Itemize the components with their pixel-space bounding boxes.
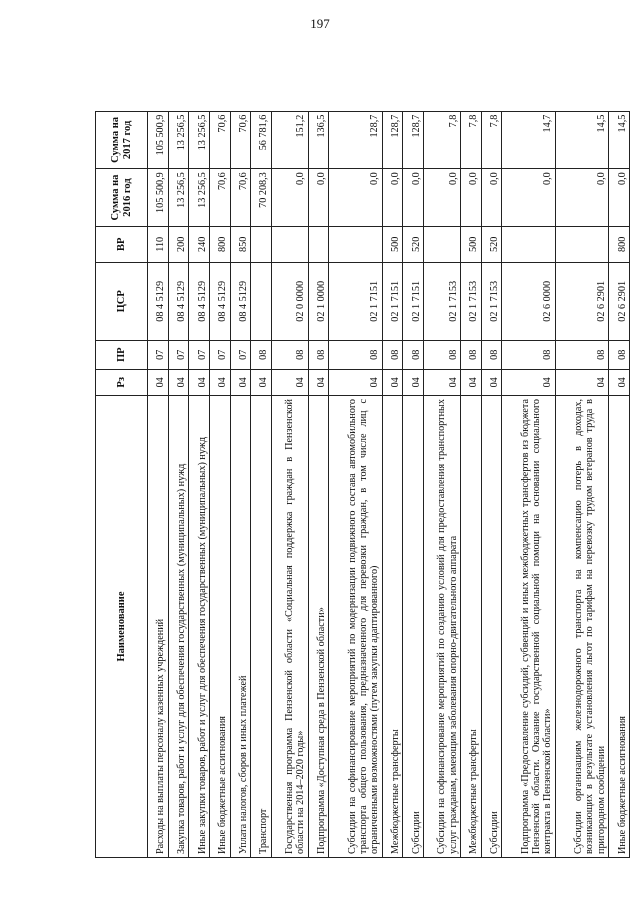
cell-sum-2017: 70,6	[230, 111, 251, 169]
cell-rz: 04	[329, 369, 382, 395]
rotated-table-container	[95, 53, 630, 858]
cell-name: Иные закупки товаров, работ и услуг для обеспечения государственных (муниципальных) нужд	[189, 396, 210, 858]
cell-pr: 08	[502, 340, 555, 369]
cell-sum-2017: 105 500,9	[148, 111, 169, 169]
table-row	[329, 54, 382, 858]
cell-vr: 500	[382, 226, 403, 262]
cell-rz: 04	[148, 369, 169, 395]
cell-sum-2017: 13 256,5	[168, 111, 189, 169]
table-row	[189, 54, 210, 858]
cell-pr: 08	[271, 340, 308, 369]
cell-rz: 04	[209, 369, 230, 395]
cell-vr	[502, 226, 555, 262]
cell-sum-2016: 13 256,5	[168, 169, 189, 227]
table-row	[481, 54, 502, 858]
header-rz: Рз	[96, 369, 148, 395]
cell-csr: 02 1 0000	[308, 262, 329, 340]
cell-sum-2017: 151,2	[271, 111, 308, 169]
cell-rz: 04	[271, 369, 308, 395]
cell-pr: 08	[609, 340, 630, 369]
cell-vr	[555, 226, 608, 262]
cell-sum-2016: 0,0	[308, 169, 329, 227]
cell-rz: 04	[481, 369, 502, 395]
table-row	[424, 54, 461, 858]
cell-rz: 04	[251, 369, 272, 395]
cell-rz: 04	[609, 369, 630, 395]
cell-name: Субсидии	[403, 396, 424, 858]
cell-sum-2017: 14,5	[609, 111, 630, 169]
cell-rz: 04	[168, 369, 189, 395]
cell-pr: 08	[308, 340, 329, 369]
header-sum-2017: Сумма на 2017 год	[96, 111, 148, 169]
cell-rz: 04	[461, 369, 482, 395]
table-row	[209, 54, 230, 858]
cell-name: Уплата налогов, сборов и иных платежей	[230, 396, 251, 858]
cell-pr: 08	[382, 340, 403, 369]
cell-pr: 07	[189, 340, 210, 369]
page-number: 197	[310, 16, 330, 31]
table-row	[382, 54, 403, 858]
table-row	[461, 54, 482, 858]
table-row	[555, 54, 608, 858]
cell-sum-2016: 105 500,9	[148, 169, 169, 227]
cell-sum-2016: 0,0	[424, 169, 461, 227]
header-pr: ПР	[96, 340, 148, 369]
cell-pr: 07	[230, 340, 251, 369]
table-row	[251, 54, 272, 858]
cell-sum-2016: 0,0	[403, 169, 424, 227]
cell-vr	[308, 226, 329, 262]
cell-sum-2016: 70 208,3	[251, 169, 272, 227]
cell-sum-2017: 13 256,5	[189, 111, 210, 169]
cell-name: Межбюджетные трансферты	[382, 396, 403, 858]
cell-csr	[251, 262, 272, 340]
cell-sum-2017: 7,8	[481, 111, 502, 169]
cell-name: Иные бюджетные ассигнования	[609, 396, 630, 858]
cell-sum-2016: 70,6	[209, 169, 230, 227]
cell-vr	[251, 226, 272, 262]
cell-csr: 02 1 7151	[403, 262, 424, 340]
table-row	[148, 54, 169, 858]
cell-sum-2016: 0,0	[609, 169, 630, 227]
cell-sum-2016: 0,0	[271, 169, 308, 227]
cell-csr: 08 4 5129	[209, 262, 230, 340]
cell-csr: 02 1 7151	[382, 262, 403, 340]
budget-table	[95, 53, 630, 858]
cell-pr: 07	[148, 340, 169, 369]
cell-csr: 02 6 0000	[502, 262, 555, 340]
cell-sum-2017: 128,7	[403, 111, 424, 169]
cell-vr: 520	[481, 226, 502, 262]
cell-vr	[424, 226, 461, 262]
cell-sum-2017: 128,7	[329, 111, 382, 169]
cell-rz: 04	[502, 369, 555, 395]
cell-sum-2016: 0,0	[555, 169, 608, 227]
cell-sum-2016: 0,0	[502, 169, 555, 227]
table-row	[230, 54, 251, 858]
header-csr: ЦСР	[96, 262, 148, 340]
table-row	[271, 54, 308, 858]
cell-csr: 02 6 2901	[555, 262, 608, 340]
cell-name: Транспорт	[251, 396, 272, 858]
cell-name: Иные бюджетные ассигнования	[209, 396, 230, 858]
cell-vr: 200	[168, 226, 189, 262]
cell-pr: 08	[424, 340, 461, 369]
header-vr: ВР	[96, 226, 148, 262]
cell-sum-2017: 136,5	[308, 111, 329, 169]
cell-vr: 110	[148, 226, 169, 262]
table-row	[609, 54, 630, 858]
cell-vr: 520	[403, 226, 424, 262]
cell-sum-2017: 7,8	[424, 111, 461, 169]
cell-csr: 08 4 5129	[189, 262, 210, 340]
cell-vr: 800	[209, 226, 230, 262]
cell-rz: 04	[555, 369, 608, 395]
cell-sum-2016: 0,0	[481, 169, 502, 227]
cell-csr: 02 1 7153	[461, 262, 482, 340]
cell-sum-2016: 13 256,5	[189, 169, 210, 227]
cell-name: Субсидии организациям железнодорожного транспорта на компенсацию потерь в доходах, возникающих в результате установления льгот по тарифам на перевозку трудом ветеранов труда в пригородном сообщении	[555, 396, 608, 858]
cell-name: Межбюджетные трансферты	[461, 396, 482, 858]
cell-rz: 04	[189, 369, 210, 395]
cell-vr: 500	[461, 226, 482, 262]
cell-csr: 08 4 5129	[230, 262, 251, 340]
cell-sum-2017: 128,7	[382, 111, 403, 169]
cell-rz: 04	[424, 369, 461, 395]
cell-sum-2016: 0,0	[461, 169, 482, 227]
cell-vr: 850	[230, 226, 251, 262]
cell-name: Подпрограмма «Предоставление субсидий, субвенций и иных межбюджетных трансфертов из бюджета Пензенской области. Оказание государственной социальной помощи на основании социального контракта в Пензенской области»	[502, 396, 555, 858]
cell-csr: 08 4 5129	[168, 262, 189, 340]
cell-vr: 240	[189, 226, 210, 262]
cell-csr: 08 4 5129	[148, 262, 169, 340]
header-row	[96, 54, 148, 858]
table-row	[403, 54, 424, 858]
cell-rz: 04	[403, 369, 424, 395]
cell-rz: 04	[382, 369, 403, 395]
table-body	[148, 54, 630, 858]
cell-pr: 08	[555, 340, 608, 369]
cell-sum-2017: 14,7	[502, 111, 555, 169]
cell-pr: 07	[209, 340, 230, 369]
cell-sum-2016: 0,0	[329, 169, 382, 227]
cell-pr: 08	[251, 340, 272, 369]
header-sum-2016: Сумма на 2016 год	[96, 169, 148, 227]
cell-sum-2016: 0,0	[382, 169, 403, 227]
table-row	[168, 54, 189, 858]
cell-vr	[329, 226, 382, 262]
table-row	[502, 54, 555, 858]
cell-sum-2017: 70,6	[209, 111, 230, 169]
cell-name: Закупка товаров, работ и услуг для обеспечения государственных (муниципальных) нужд	[168, 396, 189, 858]
cell-sum-2017: 56 781,6	[251, 111, 272, 169]
cell-csr: 02 6 2901	[609, 262, 630, 340]
header-name: Наименование	[96, 396, 148, 858]
cell-csr: 02 1 7151	[329, 262, 382, 340]
cell-csr: 02 1 7153	[424, 262, 461, 340]
cell-sum-2016: 70,6	[230, 169, 251, 227]
cell-name: Субсидии на софинансирование мероприятий по модернизации подвижного состава автомобильного транспорта общего пользования, предназначенного для перевозки граждан, в том числе лиц с ограниченными возможностями (путем закупки адаптированного)	[329, 396, 382, 858]
cell-pr: 08	[403, 340, 424, 369]
cell-rz: 04	[308, 369, 329, 395]
table-row	[308, 54, 329, 858]
cell-csr: 02 0 0000	[271, 262, 308, 340]
cell-sum-2017: 14,5	[555, 111, 608, 169]
cell-name: Субсидии на софинансирование мероприятий по созданию условий для предоставления транспортных услуг гражданам, имеющим заболевания опорно-двигательного аппарата	[424, 396, 461, 858]
cell-pr: 08	[461, 340, 482, 369]
cell-pr: 07	[168, 340, 189, 369]
cell-pr: 08	[329, 340, 382, 369]
cell-vr: 800	[609, 226, 630, 262]
cell-name: Подпрограмма «Доступная среда в Пензенской области»	[308, 396, 329, 858]
cell-rz: 04	[230, 369, 251, 395]
cell-name: Государственная программа Пензенской области «Социальная поддержка граждан в Пензенской области на 2014–2020 годы»	[271, 396, 308, 858]
cell-name: Расходы на выплаты персоналу казенных учреждений	[148, 396, 169, 858]
cell-vr	[271, 226, 308, 262]
cell-csr: 02 1 7153	[481, 262, 502, 340]
cell-pr: 08	[481, 340, 502, 369]
cell-name: Субсидии	[481, 396, 502, 858]
cell-sum-2017: 7,8	[461, 111, 482, 169]
